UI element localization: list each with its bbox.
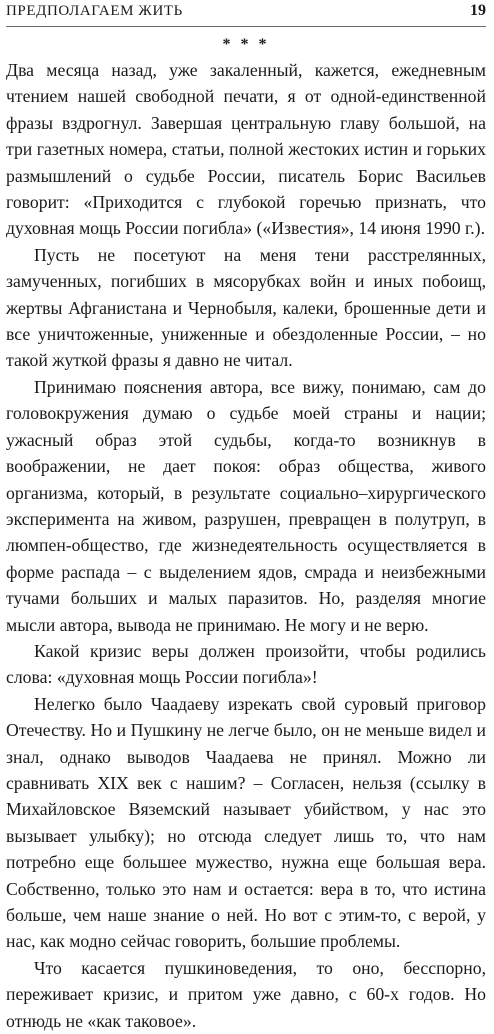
running-title: ПРЕДПОЛАГАЕМ ЖИТЬ	[6, 3, 183, 19]
paragraph: Что касается пушкиноведения, то оно, бесспорно, переживает кризис, и притом уже давно, с 60-х годов. Но отнюдь не «как таковое».	[6, 957, 486, 1031]
paragraph: Два месяца назад, уже закаленный, кажется, ежедневным чтением нашей свободной печати, я от одной-единственной фразы вздрогнул. Завершая центральную главу большой, на три газетных номера, статьи, полной жестоких истин и горьких размышлений о судьбе России, писатель Борис Васильев говорит: «Приходится с глубокой горечью признать, что духовная мощь России погибла» («Известия», 14 июня 1990 г.).	[6, 60, 486, 239]
paragraph: Пусть не посетуют на меня тени расстрелянных, замученных, погибших в мясорубках войн и иных побоищ, жертвы Афганистана и Чернобыля, калеки, брошенные дети и все уничтоженные, униженные и обездоленные России, – но такой жуткой фразы я давно не читал.	[6, 244, 486, 371]
paragraph: Принимаю пояснения автора, все вижу, понимаю, сам до головокружения думаю о судьбе моей страны и нации; ужасный образ этой судьбы, когда-то возникнув в воображении, не дает покоя: образ общества, живого организма, который, в результате социально–хирургического эксперимента на живом, разрушен, превращен в полутруп, в люмпен-общество, где жизнедеятельность осуществляется в форме распада – с выделением ядов, смрада и неизбежными тучами больших и малых паразитов. Но, разделяя многие мысли автора, вывода не принимаю. Не могу и не верю.	[6, 376, 486, 635]
paragraph: Нелегко было Чаадаеву изрекать свой суровый приговор Отечеству. Но и Пушкину не легче было, он не меньше видел и знал, однако выводов Чаадаева не принял. Можно ли сравнивать XIX век с нашим? – Согласен, нельзя (ссылку в Михайловское Вяземский называет убийством, у нас это вызывает улыбку); но отсюда следует лишь то, что нам потребно еще большее мужество, нужна еще большая вера. Собственно, только это нам и остается: вера в то, что истина больше, чем наше знание о ней. Но вот с этим-то, с верой, у нас, как модно сейчас говорить, большие проблемы.	[6, 693, 486, 952]
section-separator: * * *	[222, 36, 270, 53]
running-head	[6, 0, 486, 27]
paragraph: Какой кризис веры должен произойти, чтобы родились слова: «духовная мощь России погибла»!	[6, 640, 486, 688]
page-number: 19	[470, 2, 486, 19]
